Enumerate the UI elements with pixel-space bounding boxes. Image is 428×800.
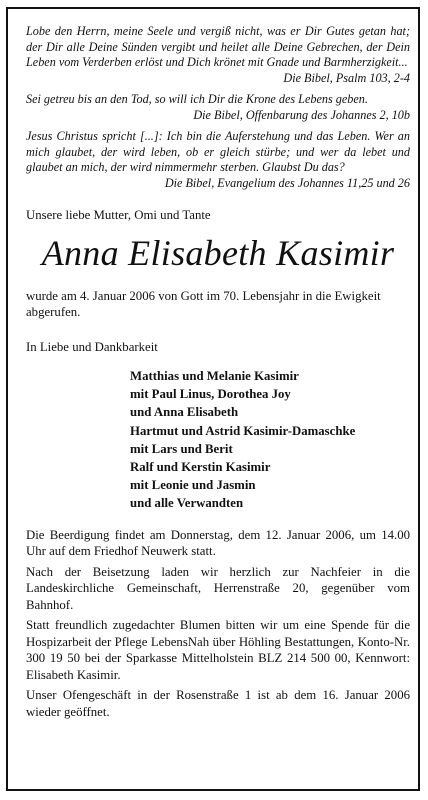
- deceased-name: Anna Elisabeth Kasimir: [41, 232, 395, 273]
- family-line: Matthias und Melanie Kasimir: [130, 369, 299, 383]
- family-line: mit Lars und Berit: [130, 441, 233, 456]
- family-line: Hartmut und Astrid Kasimir-Damaschke: [130, 423, 356, 438]
- bible-verses: [26, 24, 410, 191]
- verse-source: Die Bibel, Evangelium des Johannes 11,25 und 26: [164, 175, 410, 190]
- intro-line: Unsere liebe Mutter, Omi und Tante: [26, 208, 211, 222]
- family-line: mit Leonie und Jasmin: [130, 478, 256, 493]
- verse-psalm: [26, 24, 410, 86]
- family-line: Ralf und Kerstin Kasimir: [130, 460, 271, 475]
- notice-content: [26, 24, 410, 720]
- funeral-info: Die Beerdigung findet am Donnerstag, dem 12. Januar 2006, um 14.00 Uhr auf dem Friedhof Neuwerk statt.: [26, 527, 410, 559]
- verse-john: [26, 129, 410, 191]
- verse-source: Die Bibel, Offenbarung des Johannes 2, 10b: [193, 107, 410, 122]
- family-list: [130, 367, 410, 513]
- verse-revelation: [26, 92, 410, 123]
- verse-text: Lobe den Herrn, meine Seele und vergiß nicht, was er Dir Gutes getan hat; der Dir alle Deine Sünden vergibt und heilet alle Deine Gebrechen, der Dein Leben vom Verderben erlöst und Dich krönet mit Gnade und Barmherzigkeit...: [26, 24, 410, 69]
- notice-frame: [6, 7, 420, 791]
- shop-info: Unser Ofengeschäft in der Rosenstraße 1 ist ab dem 16. Januar 2006 wieder geöffnet.: [26, 688, 410, 719]
- reception-info: Nach der Beisetzung laden wir herzlich zur Nachfeier in die Landeskirchliche Gemeinschaft, Herrenstraße 20, gegenüber vom Bahnhof.: [26, 564, 410, 612]
- family-line: und Anna Elisabeth: [130, 405, 239, 420]
- love-line: In Liebe und Dankbarkeit: [26, 339, 158, 354]
- death-notice: wurde am 4. Januar 2006 von Gott im 70. Lebensjahr in die Ewigkeit abgerufen.: [26, 288, 381, 319]
- verse-text: Jesus Christus spricht [...]: Ich bin die Auferstehung und das Leben. Wer an mich glaubet, der wird leben, ob er gleich stürbe; und wer da lebet und glaubet an mich, der wird nimmermehr sterben. Glaubst Du das?: [26, 129, 410, 174]
- donation-info: Statt freundlich zugedachter Blumen bitten wir um eine Spende für die Hospizarbeit der Pflege LebensNah über Höhling Bestattungen, Konto-Nr. 300 19 50 bei der Sparkasse Mittelholstein BLZ 214 500 00, Kennwort: Elisabeth Kasimir.: [26, 618, 410, 682]
- family-line: mit Paul Linus, Dorothea Joy: [130, 387, 291, 402]
- verse-source: Die Bibel, Psalm 103, 2-4: [283, 70, 410, 85]
- family-line: und alle Verwandten: [130, 496, 244, 511]
- verse-text: Sei getreu bis an den Tod, so will ich Dir die Krone des Lebens geben.: [26, 92, 368, 106]
